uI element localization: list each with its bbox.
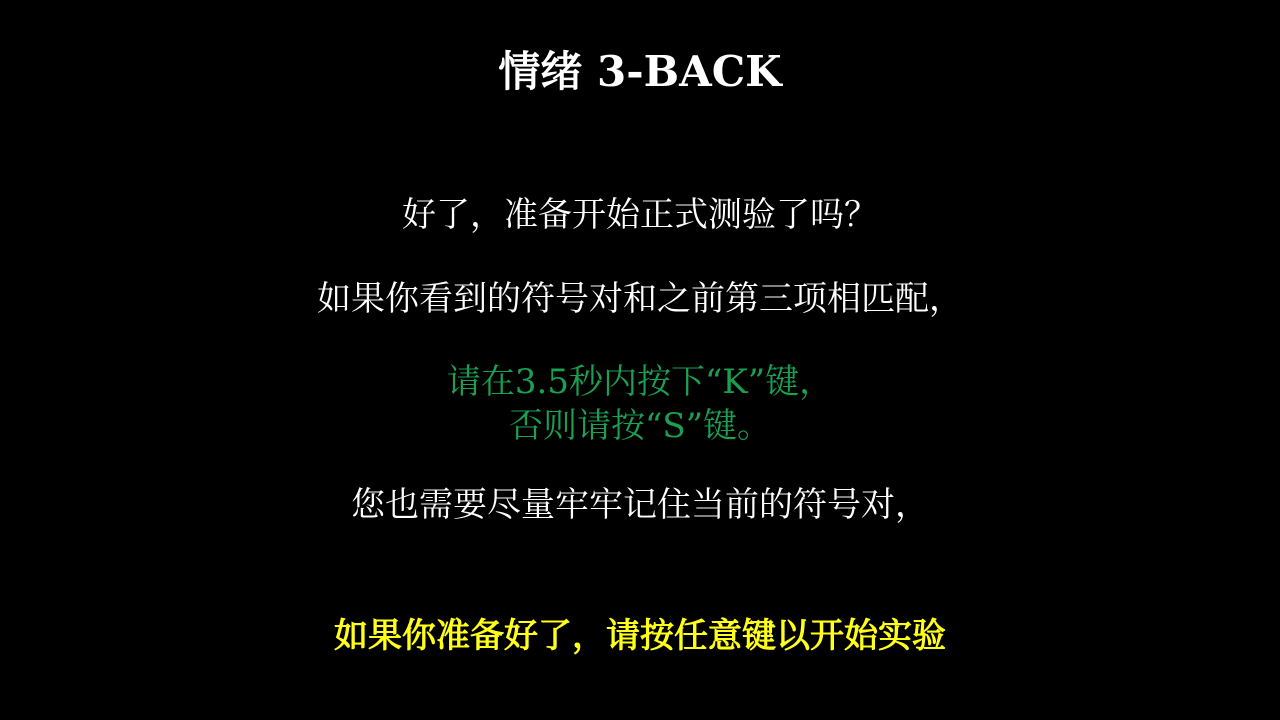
key-instruction-nonmatch: 否则请按“S”键。: [508, 406, 772, 446]
ready-question: 好了，准备开始正式测验了吗？: [402, 195, 878, 235]
memory-reminder-text: 您也需要尽量牢牢记住当前的符号对，: [351, 485, 929, 525]
key-instruction-match: 请在3.5秒内按下“K”键，: [446, 362, 834, 402]
page-title: 情绪 3-BACK: [498, 47, 782, 96]
matching-rule-text: 如果你看到的符号对和之前第三项相匹配，: [317, 279, 963, 319]
start-prompt: 如果你准备好了，请按任意键以开始实验: [334, 616, 946, 656]
